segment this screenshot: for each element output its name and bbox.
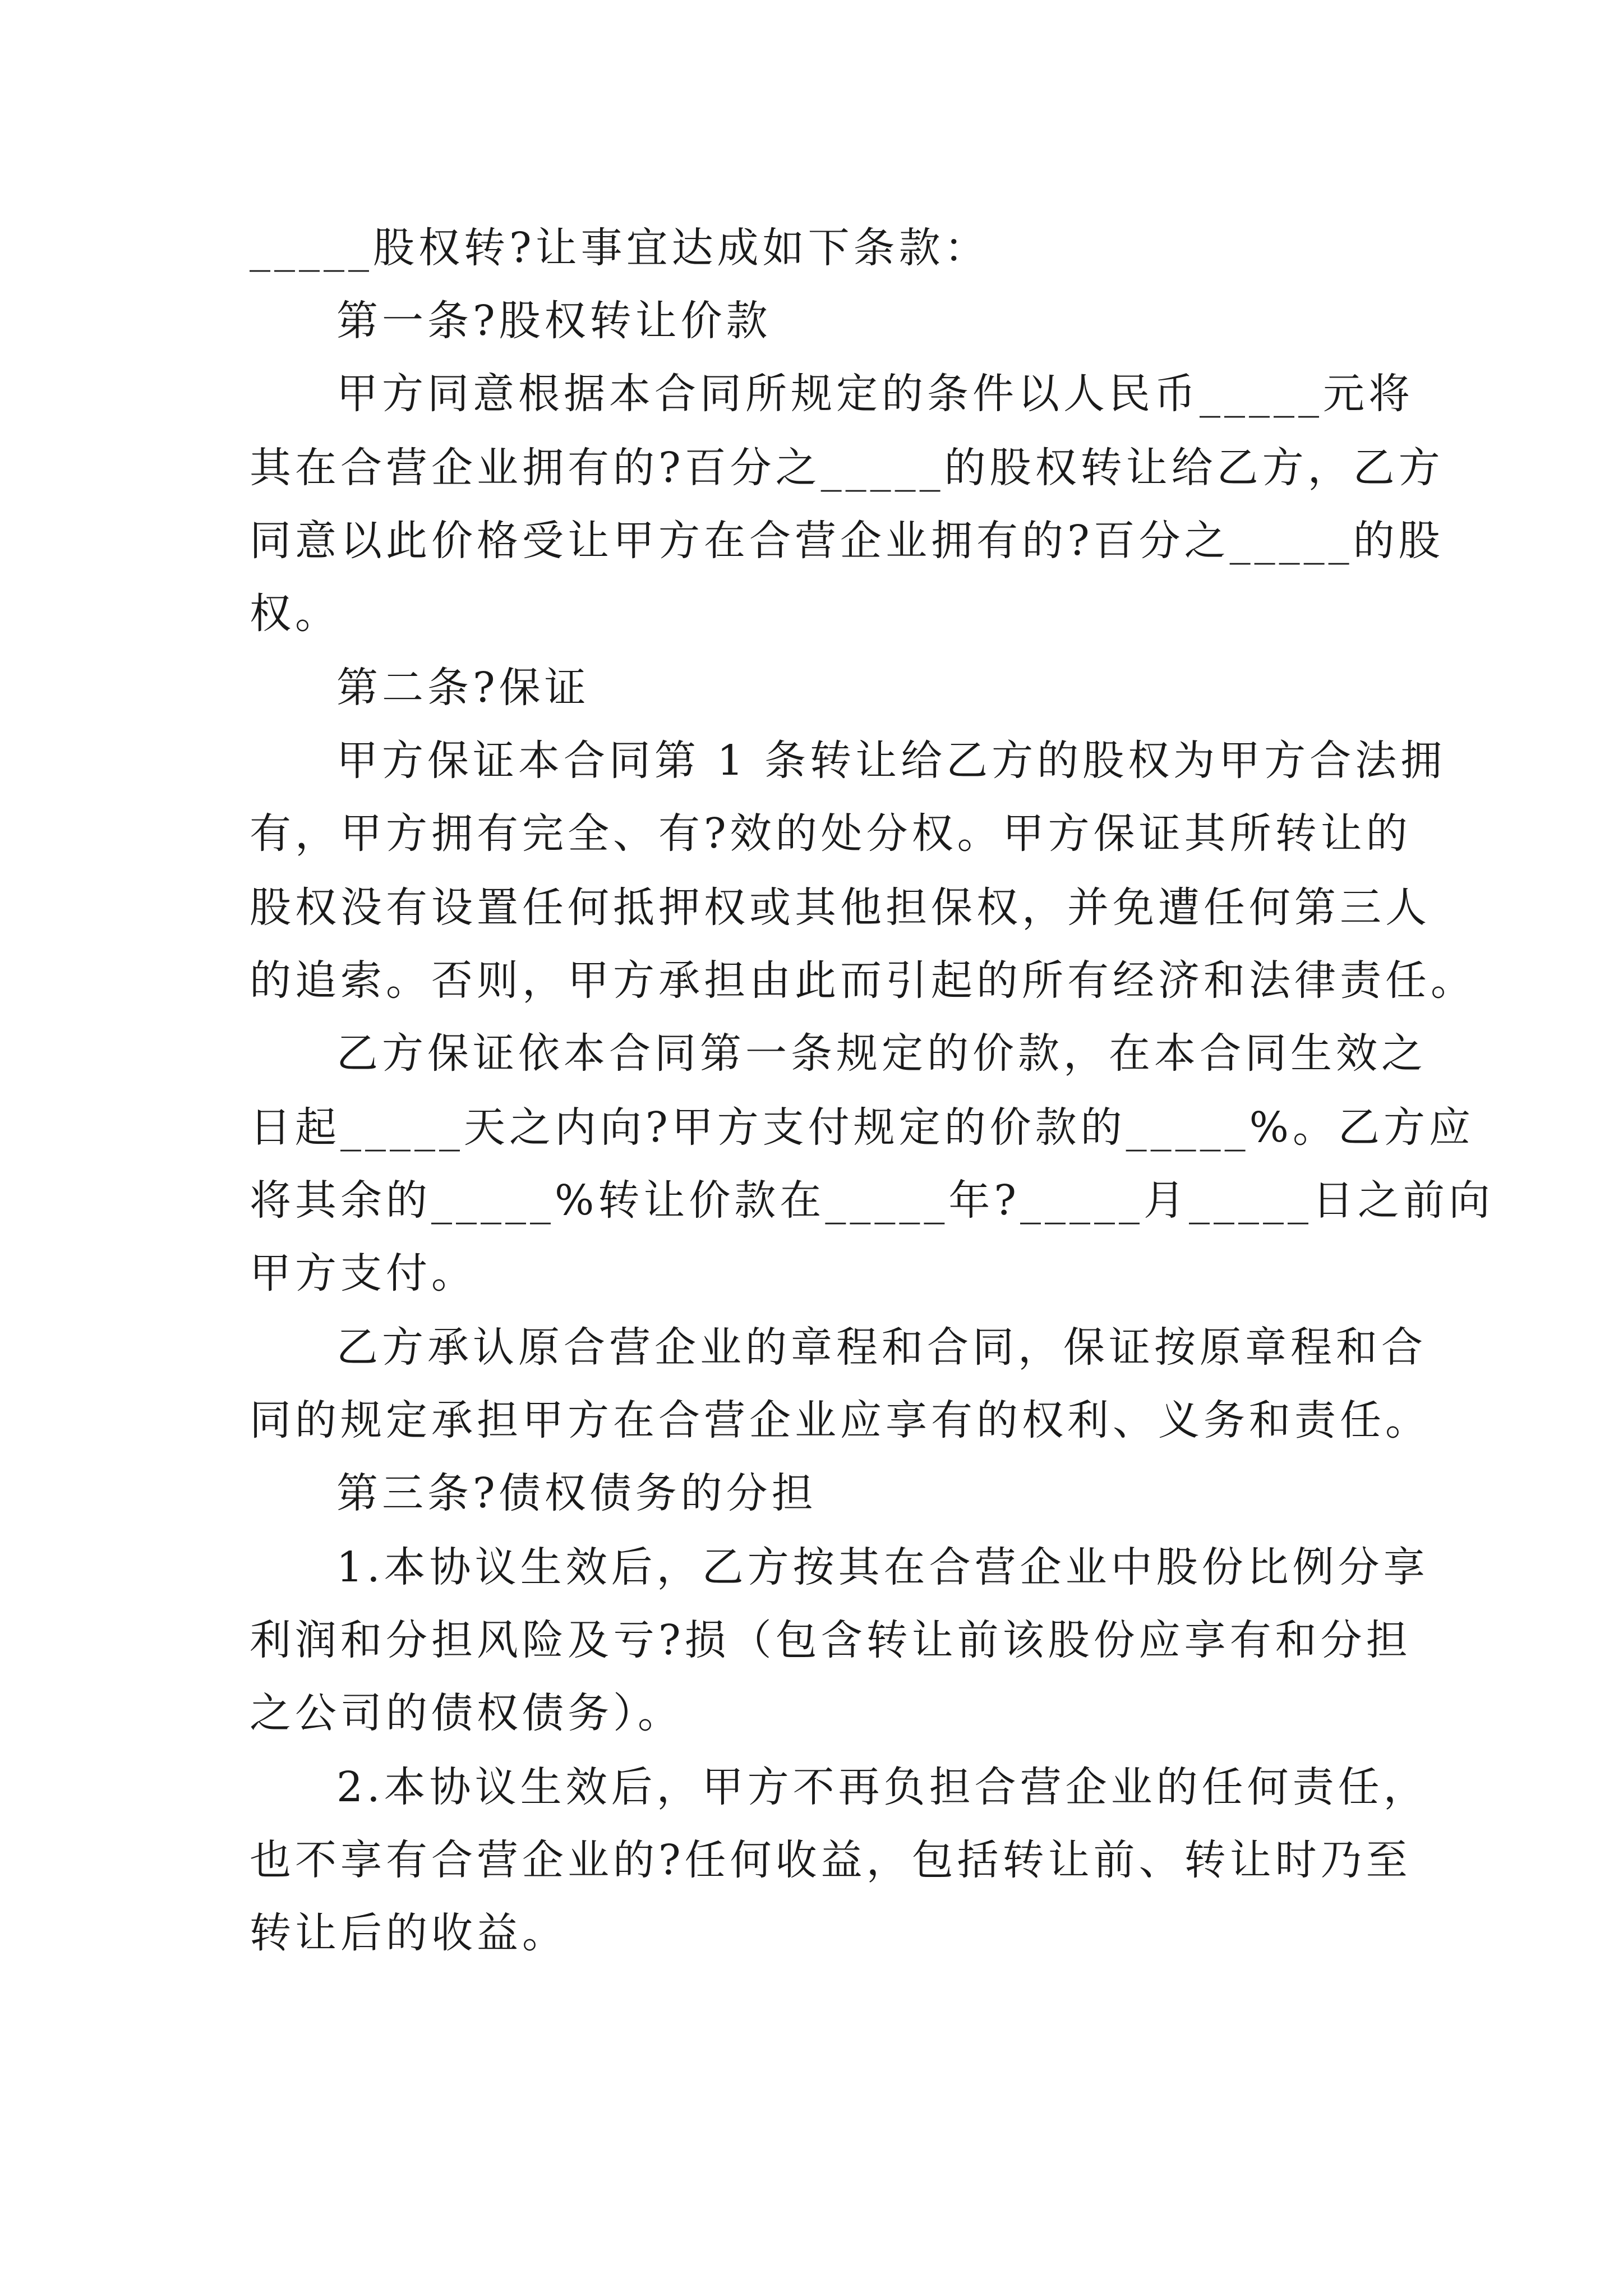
text-line-8: 甲方保证本合同第 1 条转让给乙方的股权为甲方合法拥 <box>336 737 1446 785</box>
article-2-heading: 第二条?保证 <box>336 664 590 712</box>
text-line-6: 权。 <box>250 590 340 638</box>
text-line-17: 同的规定承担甲方在合营企业应享有的权利、义务和责任。 <box>250 1396 1431 1444</box>
text-line-10: 股权没有设置任何抵押权或其他担保权，并免遭任何第三人 <box>250 884 1431 932</box>
text-line-15: 甲方支付。 <box>250 1249 477 1297</box>
text-line-22: 2.本协议生效后，甲方不再负担合营企业的任何责任， <box>336 1763 1429 1811</box>
text-line-5: 同意以此价格受让甲方在合营企业拥有的?百分之_____的股 <box>250 517 1444 565</box>
article-1-heading: 第一条?股权转让价款 <box>336 297 772 345</box>
text-line-11: 的追索。否则，甲方承担由此而引起的所有经济和法律责任。 <box>250 956 1476 1005</box>
text-line-9: 有，甲方拥有完全、有?效的处分权。甲方保证其所转让的 <box>250 809 1412 858</box>
text-line-23: 也不享有合营企业的?任何收益，包括转让前、转让时乃至 <box>250 1836 1412 1884</box>
text-line-19: 1.本协议生效后，乙方按其在合营企业中股份比例分享 <box>336 1543 1429 1591</box>
text-line-4: 其在合营企业拥有的?百分之_____的股权转让给乙方，乙方 <box>250 444 1444 492</box>
text-line-20: 利润和分担风险及亏?损（包含转让前该股份应享有和分担 <box>250 1616 1412 1664</box>
text-line-3: 甲方同意根据本合同所规定的条件以人民币_____元将 <box>336 370 1414 418</box>
text-line-1: _____股权转?让事宜达成如下条款： <box>250 224 990 272</box>
text-line-24: 转让后的收益。 <box>250 1909 568 1957</box>
text-line-21: 之公司的债权债务）。 <box>250 1689 683 1737</box>
text-line-14: 将其余的_____%转让价款在_____年?_____月_____日之前向 <box>250 1176 1494 1225</box>
article-3-heading: 第三条?债权债务的分担 <box>336 1469 817 1517</box>
text-line-16: 乙方承认原合营企业的章程和合同，保证按原章程和合 <box>336 1323 1427 1372</box>
text-line-12: 乙方保证依本合同第一条规定的价款，在本合同生效之 <box>336 1029 1427 1078</box>
text-line-13: 日起_____天之内向?甲方支付规定的价款的_____%。乙方应 <box>250 1103 1474 1152</box>
